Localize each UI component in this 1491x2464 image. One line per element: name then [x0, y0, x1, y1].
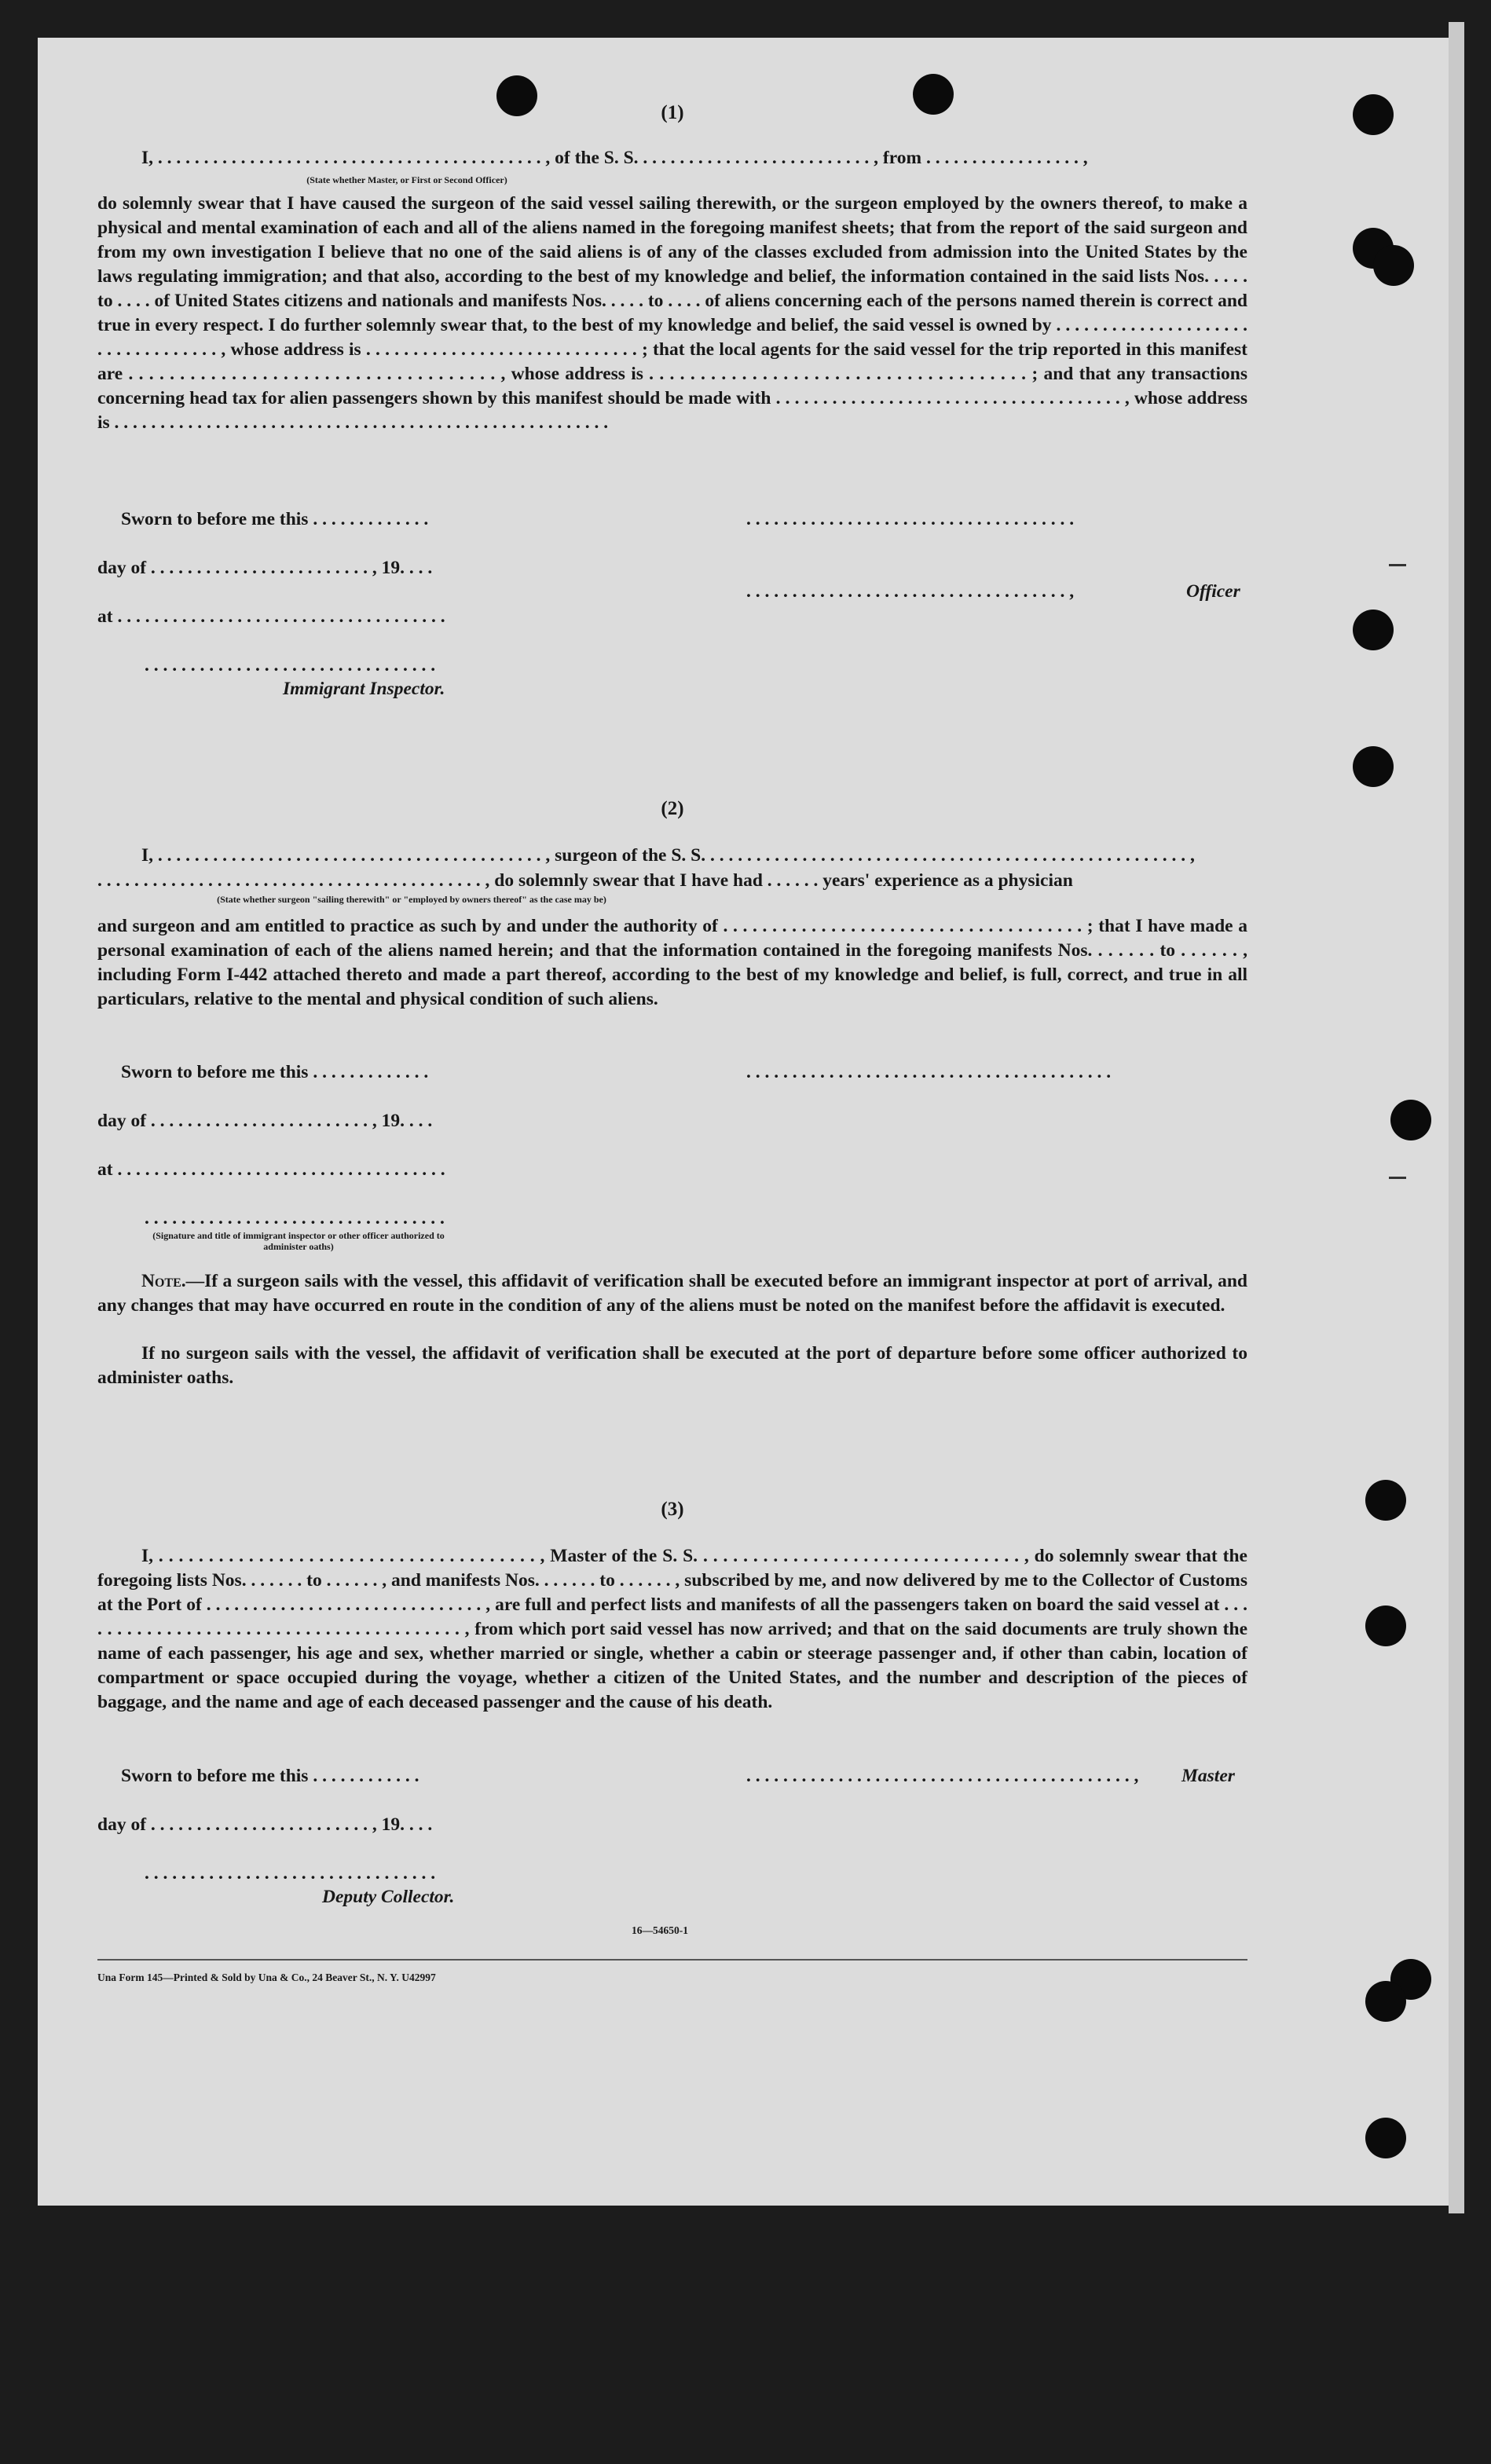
inspector-label: Immigrant Inspector. — [283, 679, 445, 699]
day-line: day of . . . . . . . . . . . . . . . . . . . . . . . . , 19. . . . — [97, 558, 433, 578]
section-3-oath-text: I, . . . . . . . . . . . . . . . . . . . . . . . . . . . . . . . . . . . . . . , Master of the S. S. . . . . . . . . . . . . . . . . . . . . . . . . . . . . . . . . , do solemnly swear that the foregoing lists Nos. . . . . . . to . . . . . . , and manifests Nos. . . . . . . to . . . . . . , subscribed by me, and now delivered by me to the Collector of Customs at the Port of . . . . . . . . . . . . . . . . . . . . . . . . . . . . . . , are full and perfect lists and manifests of all the passengers taken on board the said vessel at . . . . . . . . . . . . . . . . . . . . . . . . . . . . . . . . . . . . . . . . , from which port said vessel has now arrived; and that on the said documents are truly shown the name of each passenger, his age and sex, whether married or single, whether a cabin or steerage passenger and, if other than cabin, location of compartment or space occupied during the voyage, whether a citizen of the United States, and the number and description of the pieces of baggage, and the name and age of each deceased passenger and the cause of his death. — [97, 1546, 1247, 1712]
footer-rule — [97, 1959, 1247, 1961]
paper-edge — [1449, 22, 1464, 2213]
note-paragraph — [97, 1269, 1247, 1318]
collector-label: Deputy Collector. — [322, 1887, 455, 1907]
master-label: Master — [1181, 1766, 1235, 1786]
officer-dots: . . . . . . . . . . . . . . . . . . . . . . . . . . . . . . . . . . . , — [746, 581, 1075, 602]
at-line: at . . . . . . . . . . . . . . . . . . . . . . . . . . . . . . . . . . . . — [97, 606, 445, 627]
master-declaration-note: (State whether Master, or First or Second Officer) — [306, 174, 507, 185]
affidavit-form — [97, 0, 1247, 2199]
day-line: day of . . . . . . . . . . . . . . . . . . . . . . . . , 19. . . . — [97, 1814, 433, 1835]
section-2-oath-text: and surgeon and am entitled to practice as such by and under the authority of . . . . . . . . . . . . . . . . . . . . . . . . . . . . . . . . . . . . . ; that I have made a personal examination of each of the aliens named herein; and that the information contained in the foregoing manifests Nos. . . . . . . to . . . . . . , including Form I-442 attached thereto and made a part thereof, according to the best of my knowledge and belief, is full, correct, and true in all particulars, relative to the mental and physical condition of such aliens. — [97, 916, 1247, 1009]
master-declaration-line: I, . . . . . . . . . . . . . . . . . . . . . . . . . . . . . . . . . . . . . . . . . . , of the S. S. . . . . . . . . . . . . . . . . . . . . . . . . . , from . . . . . . . . . . . . . . . . . , — [141, 148, 1088, 168]
officer-label: Officer — [1186, 581, 1240, 602]
form-code: 16—54650-1 — [632, 1924, 688, 1936]
surgeon-experience-line: . . . . . . . . . . . . . . . . . . . . . . . . . . . . . . . . . . . . . . . . . . , do solemnly swear that I have had . . . . . . years' experience as a physician — [97, 870, 1073, 891]
section-1-number: (1) — [661, 102, 684, 123]
master-dots: . . . . . . . . . . . . . . . . . . . . . . . . . . . . . . . . . . . . . . . . . . , — [746, 1766, 1139, 1786]
surgeon-note: (State whether surgeon "sailing therewith" or "employed by owners thereof" as the case may be) — [217, 894, 606, 905]
section-1-oath-text: do solemnly swear that I have caused the surgeon of the said vessel sailing therewith, or the surgeon employed by the owners thereof, to make a physical and mental examination of each and all of the aliens named in the foregoing manifest sheets; that from the report of the said surgeon and from my own investigation I believe that no one of the said aliens is of any of the classes excluded from admission into the United States by the laws regulating immigration; and that also, according to the best of my knowledge and belief, the information contained in the said lists Nos. . . . . to . . . . of United States citizens and nationals and manifests Nos. . . . . to . . . . of aliens concerning each of the persons named therein is correct and true in every respect. I do further solemnly swear that, to the best of my knowledge and belief, the said vessel is owned by . . . . . . . . . . . . . . . . . . . . . . . . . . . . . . . . . . , whose address is . . . . . . . . . . . . . . . . . . . . . . . . . . . . . ; that the local agents for the said vessel for the trip reported in this manifest are . . . . . . . . . . . . . . . . . . . . . . . . . . . . . . . . . . . . , whose address is . . . . . . . . . . . . . . . . . . . . . . . . . . . . . . . . . . . . . ; and that any transactions concerning head tax for alien passengers shown by this manifest should be made with . . . . . . . . . . . . . . . . . . . . . . . . . . . . . . . . . . . . . , whose address is . . . . . . . . . . . . . . . . . . . . . . . . . . . . . . . . . . . . . . . . . . . . . . . . . . . . . . — [97, 193, 1247, 433]
punch-hole-right — [1365, 1605, 1406, 1646]
day-line: day of . . . . . . . . . . . . . . . . . . . . . . . . , 19. . . . — [97, 1111, 433, 1131]
punch-hole-right — [1390, 1100, 1431, 1140]
sworn-line: Sworn to before me this . . . . . . . . . . . . — [121, 1766, 419, 1786]
inspector-signature-line: . . . . . . . . . . . . . . . . . . . . . . . . . . . . . . . . . — [145, 1208, 445, 1228]
margin-mark — [1389, 564, 1406, 566]
sworn-line: Sworn to before me this . . . . . . . . . . . . . — [121, 509, 429, 529]
punch-hole-right — [1365, 1480, 1406, 1521]
note-body: —If a surgeon sails with the vessel, this affidavit of verification shall be executed before an immigrant inspector at port of arrival, and any changes that may have occurred en route in the condition of any of the aliens must be noted on the manifest before the affidavit is executed. — [97, 1271, 1247, 1316]
sworn-line: Sworn to before me this . . . . . . . . . . . . . — [121, 1062, 429, 1082]
surgeon-signature-line: . . . . . . . . . . . . . . . . . . . . . . . . . . . . . . . . . . . . . . . . — [746, 1062, 1112, 1082]
signature-note: (Signature and title of immigrant inspector or other officer authorized to administer oaths) — [152, 1230, 445, 1252]
section-2-number: (2) — [661, 798, 684, 819]
officer-signature-line: . . . . . . . . . . . . . . . . . . . . . . . . . . . . . . . . . . . . — [746, 509, 1075, 529]
punch-hole-right — [1353, 94, 1394, 135]
punch-hole-right — [1353, 746, 1394, 787]
punch-hole-right — [1365, 1981, 1406, 2022]
punch-hole-right — [1365, 2118, 1406, 2158]
inspector-signature-line: . . . . . . . . . . . . . . . . . . . . . . . . . . . . . . . . — [145, 655, 436, 675]
surgeon-declaration-line: I, . . . . . . . . . . . . . . . . . . . . . . . . . . . . . . . . . . . . . . . . . . , surgeon of the S. S. . . . . . . . . . . . . . . . . . . . . . . . . . . . . . . . . . . . . . . . . . . . . . . . . . . . . , — [141, 845, 1195, 866]
note-paragraph-2: If no surgeon sails with the vessel, the affidavit of verification shall be executed at the port of departure before some officer authorized to administer oaths. — [97, 1343, 1247, 1388]
collector-signature-line: . . . . . . . . . . . . . . . . . . . . . . . . . . . . . . . . — [145, 1863, 436, 1884]
note-label: Note. — [141, 1271, 186, 1291]
section-3-number: (3) — [661, 1499, 684, 1520]
punch-hole-right — [1373, 245, 1414, 286]
printer-footer: Una Form 145—Printed & Sold by Una & Co., 24 Beaver St., N. Y. U42997 — [97, 1972, 436, 1983]
punch-hole-right — [1353, 610, 1394, 650]
at-line: at . . . . . . . . . . . . . . . . . . . . . . . . . . . . . . . . . . . . — [97, 1159, 445, 1180]
margin-mark — [1389, 1177, 1406, 1179]
